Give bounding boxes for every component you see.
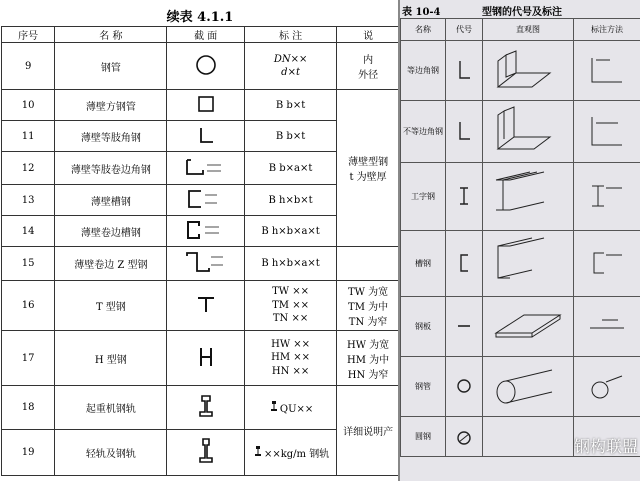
- header-note: 说: [337, 27, 400, 43]
- row-mark: [244, 281, 336, 331]
- mark-line: TN ××: [272, 313, 309, 325]
- header-no: 序号: [2, 27, 55, 43]
- left-standards-table: [1, 26, 400, 476]
- row-name: 起重机钢轨: [55, 386, 167, 430]
- row-mark: [244, 386, 336, 430]
- table-row: [2, 386, 400, 430]
- note-line: TW 为宽: [348, 287, 389, 298]
- note-line: HW 为宽: [347, 339, 390, 351]
- angle-3d-icon: [483, 41, 574, 101]
- row-name: T 型钢: [55, 281, 167, 331]
- rrow-name: 等边角钢: [401, 41, 446, 101]
- header-section: 截 面: [167, 27, 245, 43]
- row-name: 薄壁卷边槽钢: [55, 216, 167, 247]
- round-bar-3d-icon: [483, 417, 574, 457]
- row-no: 18: [2, 386, 55, 430]
- table-row: [401, 297, 640, 357]
- table-row: [401, 231, 640, 297]
- i-beam-3d-icon: [483, 163, 574, 231]
- section-tee-icon: [167, 281, 245, 331]
- unequal-angle-code-icon: [446, 101, 483, 163]
- rheader-mark: 标注方法: [574, 19, 640, 41]
- table-row: [2, 331, 400, 386]
- mark-line: QU××: [279, 404, 314, 415]
- i-beam-mark-icon: [574, 163, 640, 231]
- watermark: 钢构联盟: [573, 437, 638, 456]
- table-row: [2, 281, 400, 331]
- section-angle-icon: [167, 121, 245, 152]
- note-line: t 为壁厚: [349, 172, 387, 183]
- section-channel-icon: [167, 185, 245, 216]
- pipe-3d-icon: [483, 357, 574, 417]
- note-line: HN 为窄: [347, 369, 389, 381]
- right-document: [398, 0, 640, 481]
- left-table-title: 续表 4.1.1: [166, 10, 234, 25]
- section-light-rail-icon: [167, 430, 245, 476]
- row-name: H 型钢: [55, 331, 167, 386]
- mark-line: DN××: [273, 53, 308, 65]
- table-row: [401, 357, 640, 417]
- pipe-mark-icon: [574, 357, 640, 417]
- row-name: 钢管: [55, 43, 167, 90]
- header-mark: 标 注: [244, 27, 336, 43]
- row-no: 12: [2, 152, 55, 185]
- row-mark: B h×b×t: [244, 185, 336, 216]
- note-line: 内: [363, 55, 374, 66]
- row-no: 13: [2, 185, 55, 216]
- header-name: 名 称: [55, 27, 167, 43]
- row-note: [337, 43, 400, 90]
- right-section-table: [400, 18, 640, 457]
- row-note: [337, 331, 400, 386]
- row-no: 14: [2, 216, 55, 247]
- row-no: 19: [2, 430, 55, 476]
- left-header-row: [2, 27, 400, 43]
- right-table-label: 表 10-4: [402, 7, 441, 18]
- note-line: 外径: [358, 70, 379, 81]
- rrow-name: 槽钢: [401, 231, 446, 297]
- i-beam-code-icon: [446, 163, 483, 231]
- row-no: 9: [2, 43, 55, 90]
- rheader-view: 直观图: [483, 19, 574, 41]
- row-mark: B h×b×a×t: [244, 216, 336, 247]
- mark-line: HW ××: [271, 338, 311, 350]
- mark-line: HM ××: [271, 352, 311, 364]
- section-lipped-angle-icon: [167, 152, 245, 185]
- table-row: [2, 247, 400, 281]
- row-name: 薄壁等肢角钢: [55, 121, 167, 152]
- plate-3d-icon: [483, 297, 574, 357]
- row-mark: [244, 430, 336, 476]
- rail-symbol-icon: [268, 400, 280, 412]
- mark-line: d×t: [281, 67, 300, 78]
- unequal-angle-3d-icon: [483, 101, 574, 163]
- section-crane-rail-icon: [167, 386, 245, 430]
- row-name: 薄壁槽钢: [55, 185, 167, 216]
- row-mark: B b×t: [244, 121, 336, 152]
- channel-3d-icon: [483, 231, 574, 297]
- section-square-tube-icon: [167, 90, 245, 121]
- section-circle-icon: [167, 43, 245, 90]
- section-lipped-channel-icon: [167, 216, 245, 247]
- note-line: 薄壁型钢: [348, 157, 389, 168]
- rail-symbol-icon: [252, 445, 264, 457]
- rrow-name: 不等边角钢: [401, 101, 446, 163]
- mark-line: ××kg/m 钢轨: [263, 449, 330, 460]
- row-mark: B b×t: [244, 90, 336, 121]
- row-name: 薄壁等肢卷边角钢: [55, 152, 167, 185]
- channel-mark-icon: [574, 231, 640, 297]
- rrow-name: 圆钢: [401, 417, 446, 457]
- right-header-row: [401, 19, 640, 41]
- note-line: HM 为中: [347, 354, 390, 366]
- angle-mark-icon: [574, 41, 640, 101]
- row-no: 16: [2, 281, 55, 331]
- table-row: [401, 101, 640, 163]
- row-mark: B b×a×t: [244, 152, 336, 185]
- mark-line: TM ××: [272, 299, 309, 311]
- row-no: 17: [2, 331, 55, 386]
- unequal-angle-mark-icon: [574, 101, 640, 163]
- row-name: 薄壁卷边 Z 型钢: [55, 247, 167, 281]
- angle-code-icon: [446, 41, 483, 101]
- row-name: 薄壁方钢管: [55, 90, 167, 121]
- section-h-beam-icon: [167, 331, 245, 386]
- row-note: [337, 281, 400, 331]
- plate-code-icon: [446, 297, 483, 357]
- mark-line: HN ××: [271, 365, 310, 377]
- table-row: [2, 43, 400, 90]
- row-no: 10: [2, 90, 55, 121]
- rrow-name: 工字钢: [401, 163, 446, 231]
- channel-code-icon: [446, 231, 483, 297]
- rrow-name: 钢板: [401, 297, 446, 357]
- row-mark: [244, 331, 336, 386]
- note-line: TN 为窄: [348, 317, 388, 328]
- table-row: [401, 163, 640, 231]
- row-name: 轻轨及钢轨: [55, 430, 167, 476]
- row-note: [337, 90, 400, 247]
- mark-line: TW ××: [272, 286, 310, 298]
- note-line: TM 为中: [348, 302, 389, 313]
- row-mark: B h×b×a×t: [244, 247, 336, 281]
- rheader-code: 代号: [446, 19, 483, 41]
- plate-mark-icon: [574, 297, 640, 357]
- table-row: [2, 90, 400, 121]
- row-no: 15: [2, 247, 55, 281]
- row-no: 11: [2, 121, 55, 152]
- table-row: [401, 41, 640, 101]
- rrow-name: 钢管: [401, 357, 446, 417]
- row-note: 详细说明产: [337, 386, 400, 476]
- pipe-code-icon: [446, 357, 483, 417]
- round-bar-code-icon: [446, 417, 483, 457]
- rheader-name: 名称: [401, 19, 446, 41]
- row-mark: [244, 43, 336, 90]
- right-table-caption: 型钢的代号及标注: [482, 7, 562, 18]
- section-z-icon: [167, 247, 245, 281]
